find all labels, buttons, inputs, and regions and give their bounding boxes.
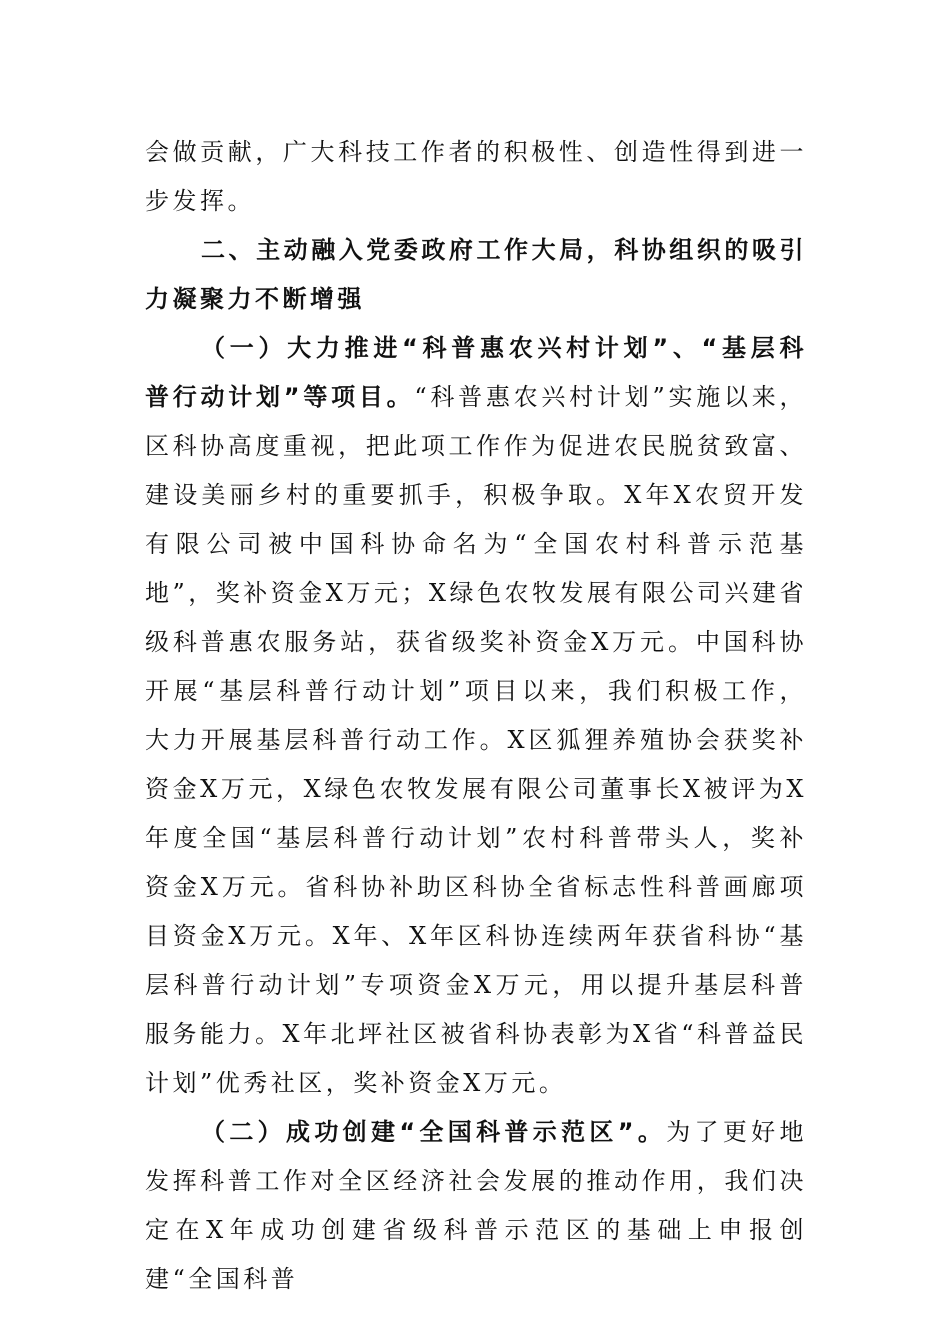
item-1-lead: （一）大力推进“科普惠农兴村计划”、“基层科普行动计划”等项目。 xyxy=(145,334,807,411)
item-paragraph-2 xyxy=(145,1108,807,1304)
section-heading: 二、主动融入党委政府工作大局，科协组织的吸引力凝聚力不断增强 xyxy=(145,236,807,313)
item-1-body: “科普惠农兴村计划”实施以来，区科协高度重视，把此项工作作为促进农民脱贫致富、建设美丽乡村的重要抓手，积极争取。X年X农贸开发有限公司被中国科协命名为“全国农村科普示范基地”，奖补资金X万元；X绿色农牧发展有限公司兴建省级科普惠农服务站，获省级奖补资金X万元。中国科协开展“基层科普行动计划”项目以来，我们积极工作，大力开展基层科普行动工作。X区狐狸养殖协会获奖补资金X万元，X绿色农牧发展有限公司董事长X被评为X年度全国“基层科普行动计划”农村科普带头人，奖补资金X万元。省科协补助区科协全省标志性科普画廊项目资金X万元。X年、X年区科协连续两年获省科协“基层科普行动计划”专项资金X万元，用以提升基层科普服务能力。X年北坪社区被省科协表彰为X省“科普益民计划”优秀社区，奖补资金X万元。 xyxy=(145,383,807,1097)
item-2-lead: （二）成功创建“全国科普示范区”。 xyxy=(201,1118,667,1146)
item-2-body: 为了更好地发挥科普工作对全区经济社会发展的推动作用，我们决定在X年成功创建省级科普示范区的基础上申报创建“全国科普 xyxy=(145,1118,808,1293)
item-paragraph-1 xyxy=(145,324,807,1108)
paragraph-continued: 会做贡献，广大科技工作者的积极性、创造性得到进一步发挥。 xyxy=(145,138,807,215)
document-page xyxy=(145,128,807,1304)
